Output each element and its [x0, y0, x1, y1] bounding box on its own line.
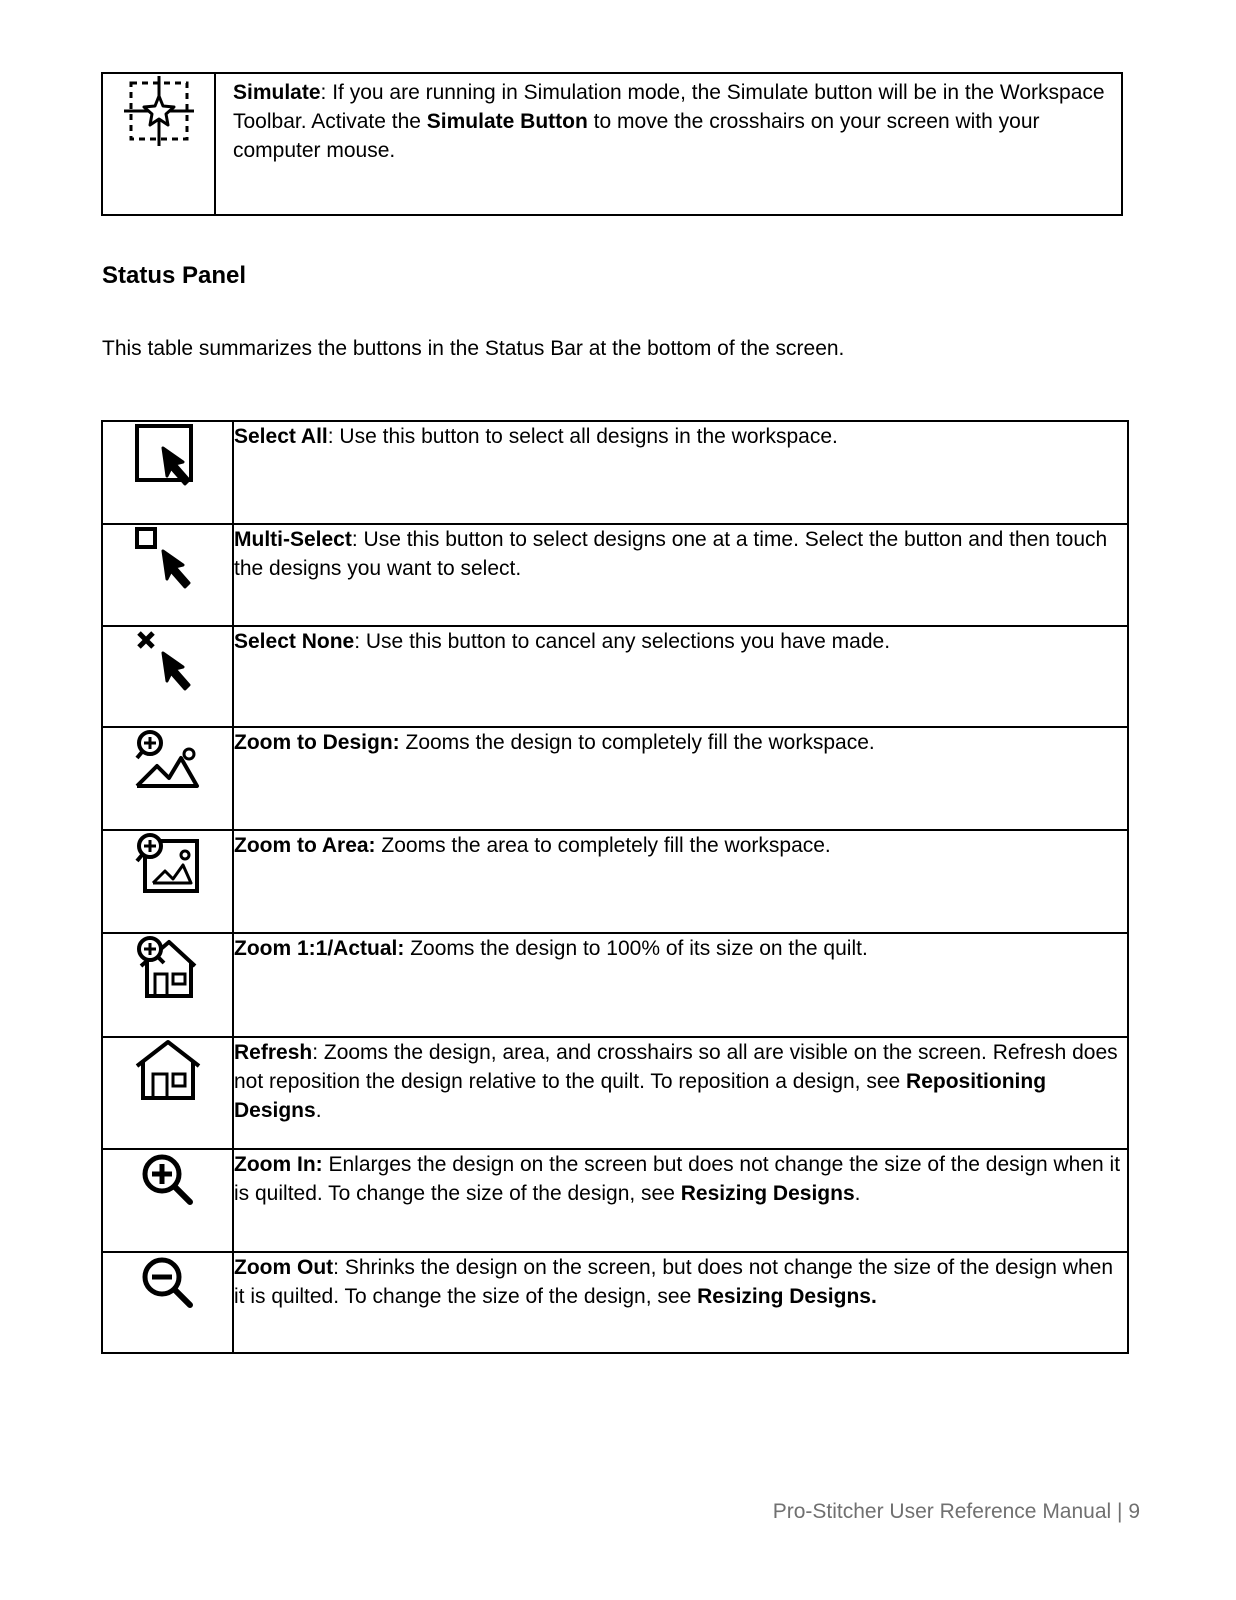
table-row — [102, 830, 1128, 933]
zoom-to-area-icon — [133, 831, 203, 897]
row-text: Zooms the design to 100% of its size on the quilt. — [404, 937, 868, 960]
section-heading: Status Panel — [102, 262, 247, 289]
simulate-crosshair-star-icon — [122, 74, 196, 148]
select-none-icon — [133, 627, 203, 693]
row-title: Multi-Select — [234, 528, 352, 551]
section-intro: This table summarizes the buttons in the Status Bar at the bottom of the screen. — [102, 337, 845, 360]
table-row — [102, 421, 1128, 524]
table-row — [102, 727, 1128, 830]
icon-cell — [102, 421, 233, 524]
select-all-icon — [133, 422, 203, 488]
simulate-description — [215, 73, 1122, 215]
icon-cell — [102, 830, 233, 933]
icon-cell — [102, 626, 233, 727]
icon-cell — [102, 933, 233, 1037]
row-description — [233, 626, 1128, 727]
table-row — [102, 1149, 1128, 1252]
row-title: Refresh — [234, 1041, 313, 1064]
table-row — [102, 524, 1128, 626]
row-text: Zooms the area to completely fill the workspace. — [375, 834, 831, 857]
row-description — [233, 727, 1128, 830]
row-text-end: . — [315, 1099, 322, 1122]
row-title: Select None — [234, 630, 355, 653]
zoom-actual-icon — [133, 934, 203, 1000]
row-text: : Use this button to select all designs in the workspace. — [327, 425, 838, 448]
row-text: : Zooms the design, area, and crosshairs so all are visible on the screen. Refresh does not reposition the design relative to the quilt. To reposition a design, see — [234, 1041, 1118, 1093]
row-text: : Use this button to cancel any selections you have made. — [354, 630, 891, 653]
row-text: Enlarges the design on the screen but does not change the size of the design when it is quilted. To change the size of the design, see — [234, 1153, 1121, 1205]
row-description — [233, 1252, 1128, 1353]
row-text: Zooms the design to completely fill the workspace. — [399, 731, 875, 754]
icon-cell — [102, 727, 233, 830]
row-title: Zoom Out — [234, 1256, 334, 1279]
row-description — [233, 421, 1128, 524]
table-row — [102, 933, 1128, 1037]
multi-select-icon — [133, 525, 203, 591]
simulate-text-2: to move the crosshairs on your screen with your computer mouse. — [233, 110, 1040, 162]
simulate-button-ref: Simulate Button — [426, 110, 588, 133]
table-row — [102, 626, 1128, 727]
resizing-designs-ref: Resizing Designs. — [697, 1285, 877, 1308]
row-description — [233, 1149, 1128, 1252]
row-title: Zoom 1:1/Actual: — [234, 937, 405, 960]
row-description — [233, 830, 1128, 933]
row-description — [233, 933, 1128, 1037]
simulate-table — [101, 72, 1123, 216]
row-title: Zoom to Area: — [234, 834, 376, 857]
simulate-title: Simulate — [233, 81, 321, 104]
row-text: : Use this button to select designs one at a time. Select the button and then touch the designs you want to select. — [234, 528, 1108, 580]
table-row — [102, 1037, 1128, 1149]
resizing-designs-ref: Resizing Designs — [680, 1182, 855, 1205]
icon-cell — [102, 1037, 233, 1149]
simulate-row — [102, 73, 1122, 215]
row-title: Zoom In: — [234, 1153, 323, 1176]
icon-cell — [102, 524, 233, 626]
row-description — [233, 524, 1128, 626]
row-description — [233, 1037, 1128, 1149]
simulate-text-1: : If you are running in Simulation mode, the Simulate button will be in the Workspace Toolbar. Activate the — [233, 81, 1105, 133]
zoom-in-icon — [138, 1150, 198, 1210]
icon-cell — [102, 1149, 233, 1252]
status-panel-table — [101, 420, 1129, 1354]
icon-cell — [102, 1252, 233, 1353]
row-text-end: . — [854, 1182, 861, 1205]
row-text: : Shrinks the design on the screen, but does not change the size of the design when it is quilted. To change the size of the design, see — [234, 1256, 1114, 1308]
table-row — [102, 1252, 1128, 1353]
repositioning-designs-ref: Repositioning Designs — [234, 1070, 1047, 1122]
zoom-out-icon — [138, 1253, 198, 1313]
simulate-icon-cell — [102, 73, 215, 215]
row-title: Zoom to Design: — [234, 731, 400, 754]
page-footer: Pro-Stitcher User Reference Manual | 9 — [772, 1500, 1140, 1523]
zoom-to-design-icon — [133, 728, 203, 794]
refresh-home-icon — [133, 1038, 203, 1104]
row-title: Select All — [234, 425, 328, 448]
